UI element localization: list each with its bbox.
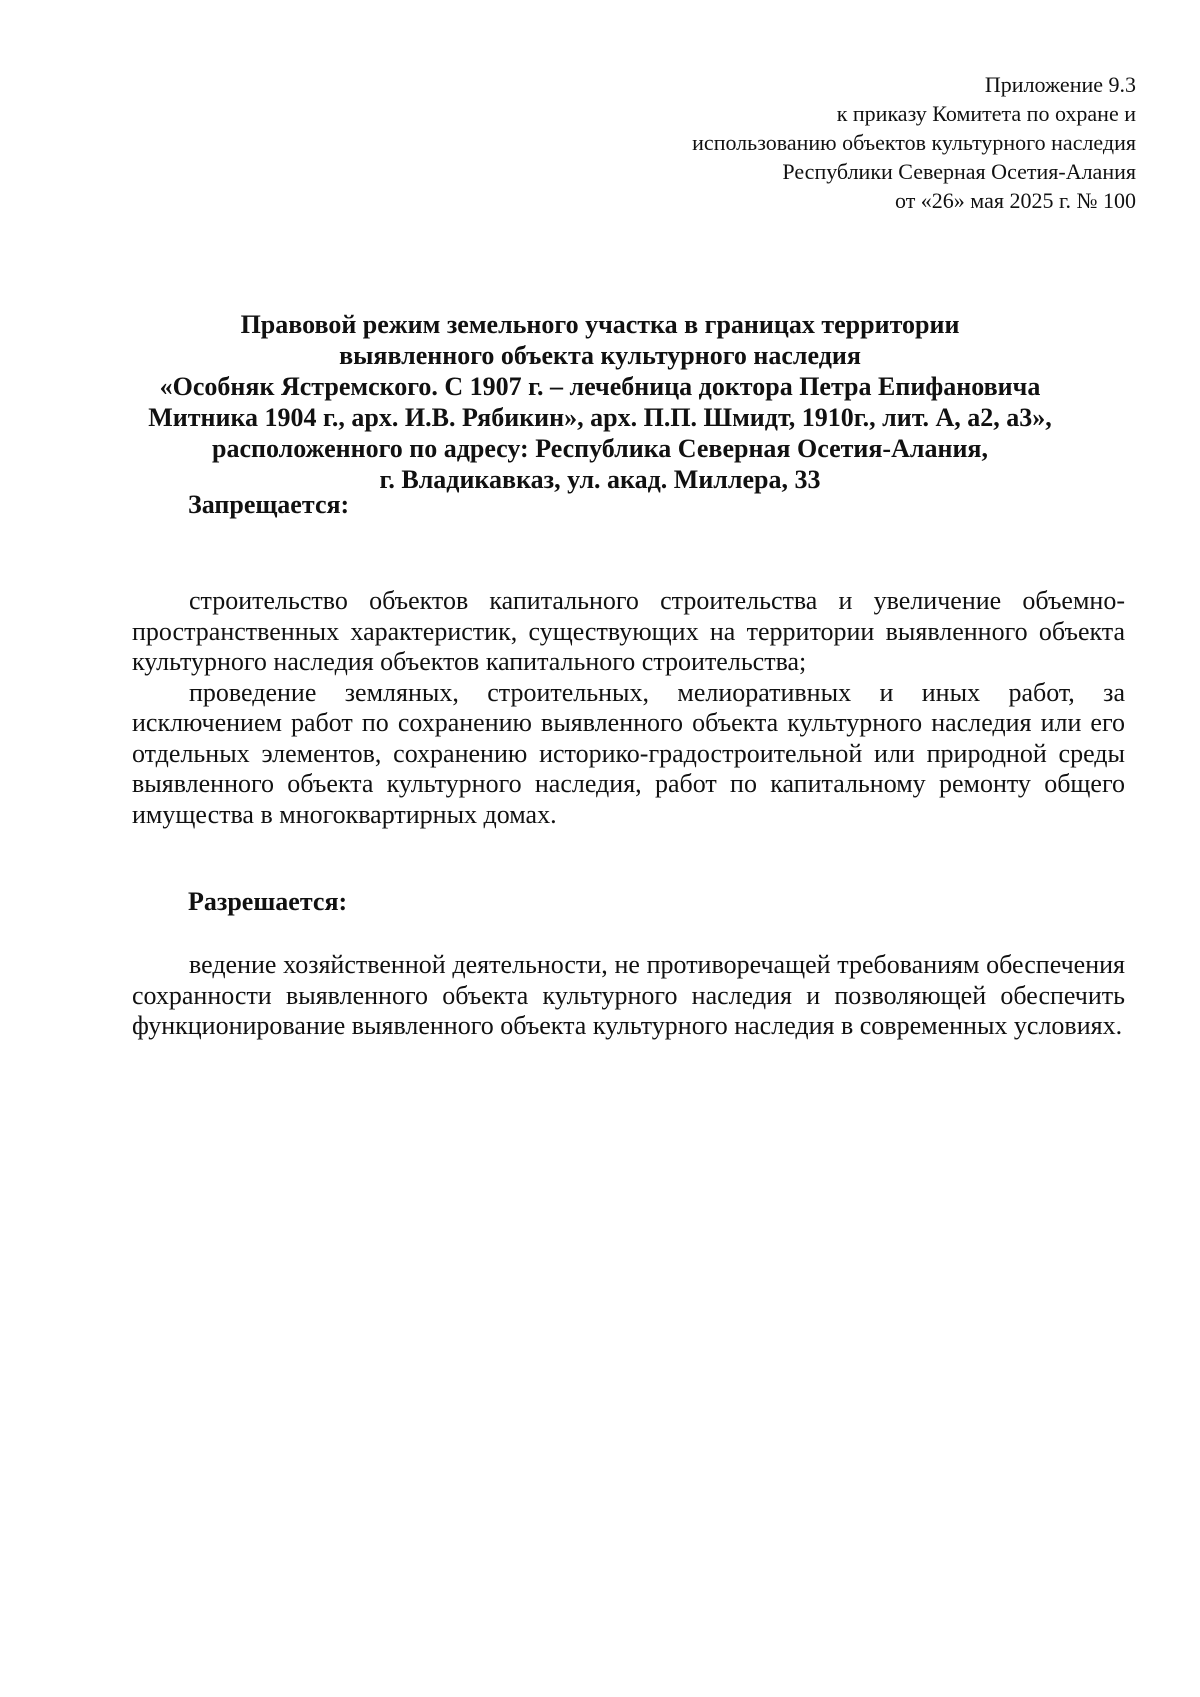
title-line: расположенного по адресу: Республика Северная Осетия-Алания, xyxy=(211,434,988,463)
prohibited-paragraph: проведение земляных, строительных, мелиоративных и иных работ, за исключением работ по сохранению выявленного объекта культурного наследия или его отдельных элементов, сохранению историко-градостроительной или природной среды выявленного объекта культурного наследия, работ по капитальному ремонту общего имущества в многоквартирных домах. xyxy=(132,677,1125,829)
permitted-section xyxy=(132,950,1125,1042)
title-line: Митника 1904 г., арх. И.В. Рябикин», арх. П.П. Шмидт, 1910г., лит. А, а2, а3», xyxy=(148,403,1052,432)
appendix-header xyxy=(436,70,1136,215)
appendix-line: Республики Северная Осетия-Алания xyxy=(782,159,1136,184)
title-line: г. Владикавказ, ул. акад. Миллера, 33 xyxy=(379,465,821,494)
appendix-line: от «26» мая 2025 г. № 100 xyxy=(894,188,1136,213)
appendix-line: Приложение 9.3 xyxy=(984,72,1136,97)
appendix-line: к приказу Комитета по охране и xyxy=(836,101,1136,126)
title-line: Правовой режим земельного участка в границах территории xyxy=(240,310,960,339)
title-line: выявленного объекта культурного наследия xyxy=(339,341,861,370)
title-line: «Особняк Ястремского. С 1907 г. – лечебница доктора Петра Епифановича xyxy=(159,372,1041,401)
appendix-line: использованию объектов культурного наследия xyxy=(692,130,1136,155)
prohibited-heading: Запрещается: xyxy=(188,490,350,519)
prohibited-paragraph: строительство объектов капитального строительства и увеличение объемно-пространственных характеристик, существующих на территории выявленного объекта культурного наследия объектов капитального строительства; xyxy=(132,586,1125,676)
permitted-paragraph: ведение хозяйственной деятельности, не противоречащей требованиям обеспечения сохранности выявленного объекта культурного наследия и позволяющей обеспечить функционирование выявленного объекта культурного наследия в современных условиях. xyxy=(132,950,1125,1040)
prohibited-section xyxy=(132,586,1125,830)
permitted-heading: Разрешается: xyxy=(188,887,348,916)
document-title xyxy=(100,309,1100,495)
